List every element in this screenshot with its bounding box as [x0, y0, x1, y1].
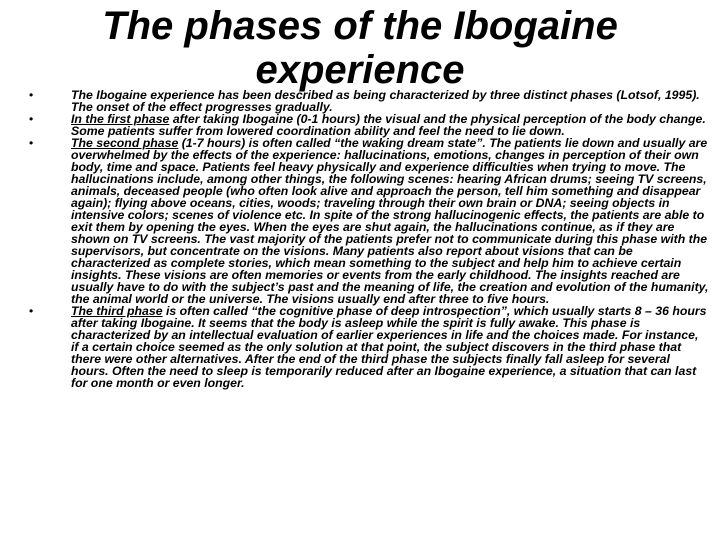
bullet-list [29, 89, 709, 389]
bullet-dot-icon: • [29, 112, 34, 126]
bullet-dot-icon: • [29, 304, 34, 318]
bullet-text: The Ibogaine experience has been described as being characterized by three distinct phases (Lotsof, 1995). The onset of the effect progresses gradually. [71, 88, 700, 114]
bullet-text: (1-7 hours) is often called “the waking dream state”. The patients lie down and usually are overwhelmed by the effects of the experience: hallucinations, emotions, changes in perception of their own body, time and space. Patients feel heavy physically and experience difficulties when trying to move. The hallucinations include, among other things, the following scenes: hearing African drums; seeing TV screens, animals, deceased people (who often look alive and approach the person, tell him something and disappear again); flying above oceans, cities, woods; traveling through their own brain or DNA; seeing objects in intensive colors; scenes of violence etc. In spite of the strong hallucinogenic effects, the patients are able to exit them by opening the eyes. When the eyes are shut again, the hallucinations continue, as if they are shown on TV screens. The vast majority of the patients prefer not to communicate during this phase with the supervisors, but concentrate on the visions. Many patients also report about visions that can be characterized as complete stories, which mean something to the subject and help him to achieve certain insights. These visions are often memories or events from the early childhood. The insights reached are usually have to do with the subject’s past and the meaning of life, the creation and evolution of the humanity, the animal world or the universe. The visions usually end after three to five hours. [71, 136, 709, 306]
first-phase-heading: In the first phase [71, 112, 170, 126]
bullet-text: after taking Ibogaine (0-1 hours) the visual and the physical perception of the body change. Some patients suffer from lowered coordination ability and feel the need to lie down. [71, 112, 706, 138]
bullet-dot-icon: • [29, 88, 34, 102]
bullet-item-third-phase [29, 305, 709, 389]
bullet-item-second-phase [29, 137, 709, 305]
bullet-item-intro [29, 89, 709, 113]
third-phase-heading: The third phase [71, 304, 163, 318]
second-phase-heading: The second phase [71, 136, 179, 150]
bullet-item-first-phase [29, 113, 709, 137]
bullet-dot-icon: • [29, 136, 34, 150]
slide-title: The phases of the Ibogaine experience [102, 4, 618, 92]
bullet-text: is often called “the cognitive phase of deep introspection”, which usually starts 8 – 36 hours after taking Ibogaine. It seems that the body is asleep while the spirit is fully awake. This phase is characterized by an intellectual evaluation of earlier experiences in life and the choices made. For instance, if a certain choice seemed as the only solution at that point, the subject discovers in the third phase that there were other alternatives. After the end of the third phase the subjects finally fall asleep for several hours. Often the need to sleep is temporarily reduced after an Ibogaine experience, a situation that can last for one month or even longer. [71, 304, 707, 390]
